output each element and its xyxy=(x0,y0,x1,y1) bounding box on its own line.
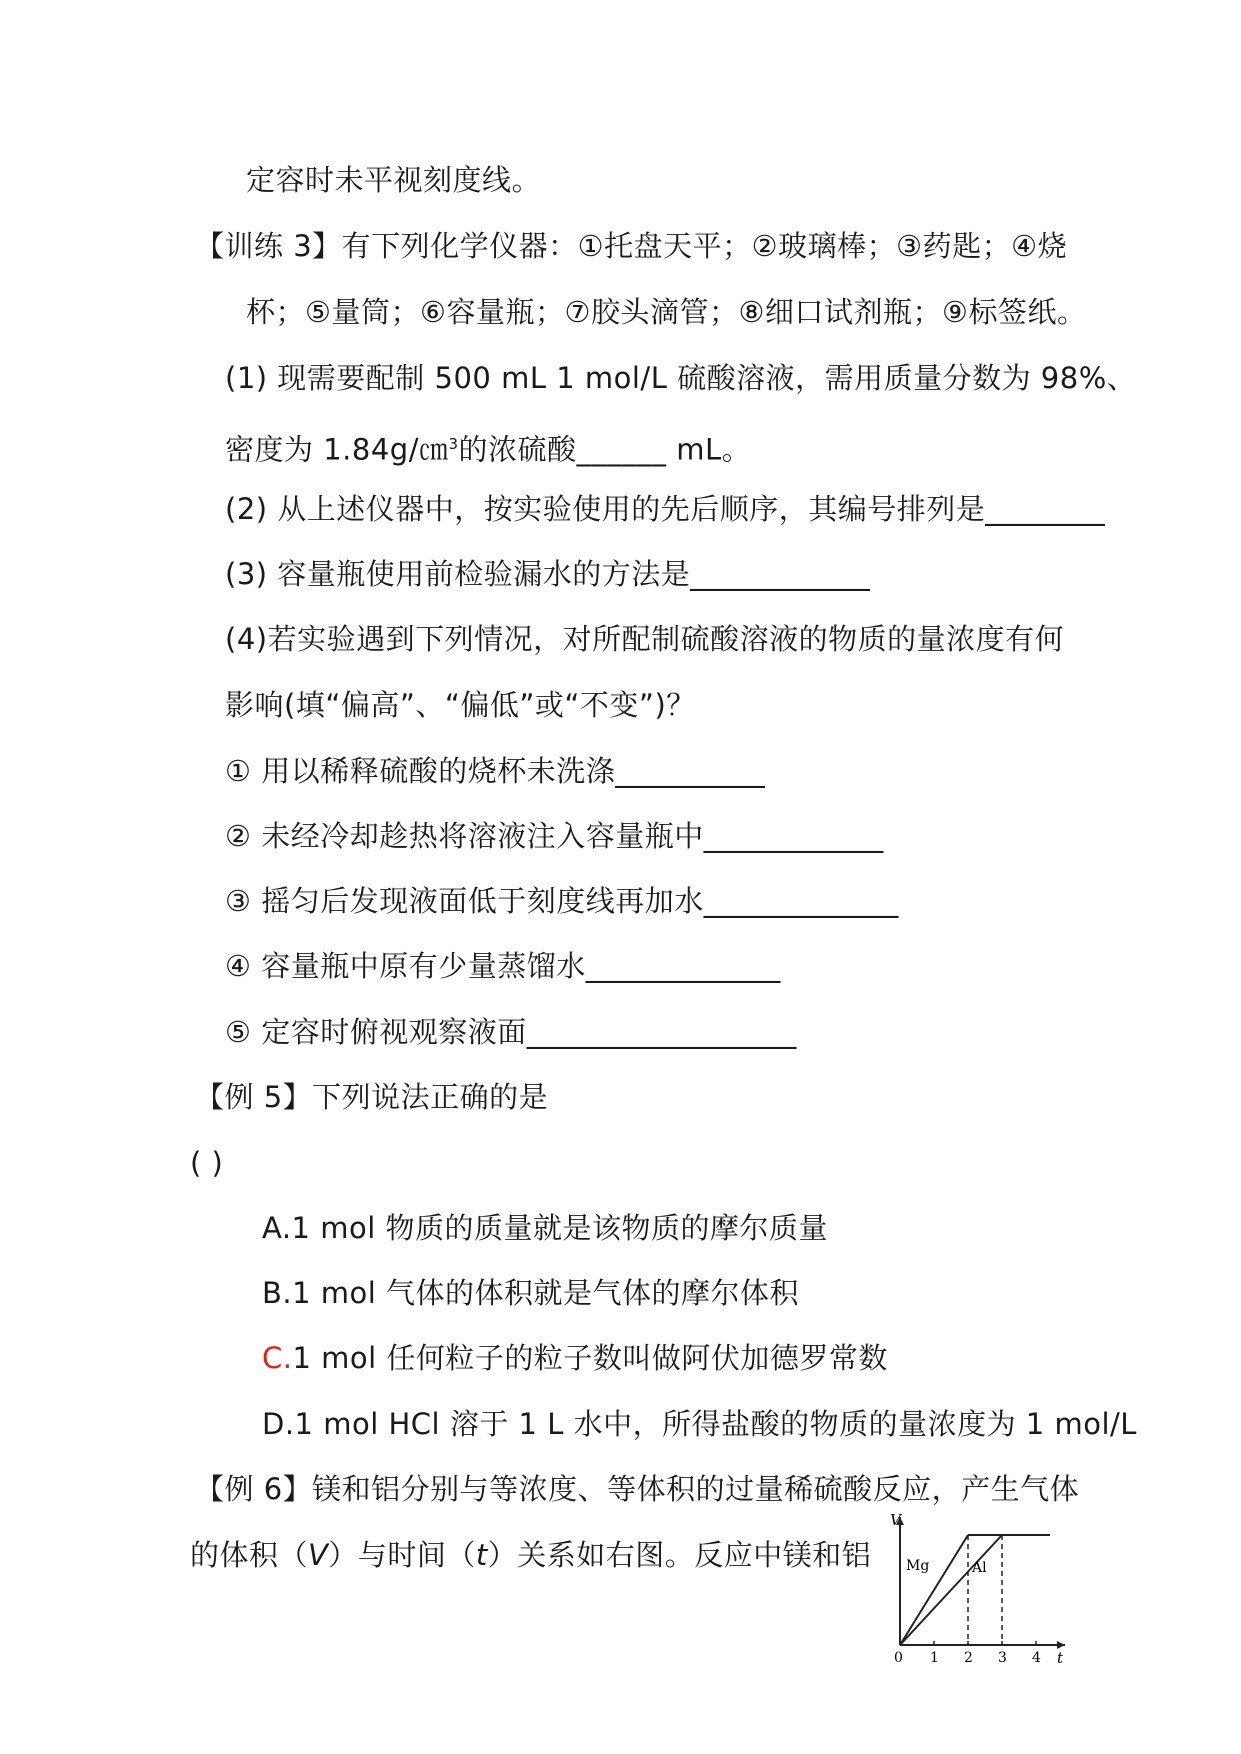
tick-label-1: 1 xyxy=(930,1650,939,1665)
question-4-line-2: 影响(填“偏高”、“偏低”或“不变”)？ xyxy=(225,688,696,722)
option-d: D.1 mol HCl 溶于 1 L 水中，所得盐酸的物质的量浓度为 1 mol/L xyxy=(262,1407,1137,1441)
superscript-3: 3 xyxy=(448,435,459,453)
option-b: B.1 mol 气体的体积就是气体的摩尔体积 xyxy=(262,1276,800,1310)
question-4-line-1: (4)若实验遇到下列情况，对所配制硫酸溶液的物质的量浓度有何 xyxy=(225,622,1065,656)
option-c xyxy=(262,1338,888,1378)
example-6-text-a: 的体积（ xyxy=(190,1538,309,1572)
example-6-text-c: ）关系如右图。反应中镁和铝 xyxy=(487,1538,872,1572)
tick-label-4: 4 xyxy=(1032,1650,1041,1665)
variable-v: V xyxy=(308,1538,329,1572)
tick-label-2: 2 xyxy=(964,1650,973,1665)
example-6-line-1: 【例 6】镁和铝分别与等浓度、等体积的过量稀硫酸反应，产生气体 xyxy=(195,1472,1080,1506)
option-a: A.1 mol 物质的质量就是该物质的摩尔质量 xyxy=(262,1211,828,1245)
answer-parentheses: ( ) xyxy=(190,1146,224,1180)
exercise-3-instruments: 杯；⑤量筒；⑥容量瓶；⑦胶头滴管；⑧细口试剂瓶；⑨标签纸。 xyxy=(246,295,1087,329)
sub-item-3: ③ 摇匀后发现液面低于刻度线再加水_____________ xyxy=(225,884,899,918)
question-1-text: 密度为 1.84g/㎝ xyxy=(225,432,449,467)
tick-label-3: 3 xyxy=(998,1650,1007,1665)
al-line xyxy=(900,1535,1002,1645)
sub-item-5: ⑤ 定容时俯视观察液面__________________ xyxy=(225,1015,797,1049)
sub-item-2: ② 未经冷却趁热将溶液注入容量瓶中____________ xyxy=(225,819,884,853)
x-axis-arrow-icon xyxy=(1057,1641,1065,1649)
variable-t: t xyxy=(475,1538,488,1572)
exercise-3-title: 【训练 3】有下列化学仪器：①托盘天平；②玻璃棒；③药匙；④烧 xyxy=(195,229,1068,263)
question-1-blank-text: 的浓硫酸______ mL。 xyxy=(458,432,752,467)
x-axis-label: t xyxy=(1057,1649,1064,1665)
example-6-line-2 xyxy=(190,1535,871,1575)
sub-item-1: ① 用以稀释硫酸的烧杯未洗涤__________ xyxy=(225,754,766,788)
option-c-letter: C. xyxy=(262,1341,293,1375)
sub-item-4: ④ 容量瓶中原有少量蒸馏水_____________ xyxy=(225,949,781,983)
example-6-text-b: ）与时间（ xyxy=(328,1538,476,1572)
mg-label: Mg xyxy=(906,1558,930,1574)
al-label: Al xyxy=(972,1560,987,1576)
question-1-line-1: (1) 现需要配制 500 mL 1 mol/L 硫酸溶液，需用质量分数为 98%、 xyxy=(225,361,1137,395)
question-3: (3) 容量瓶使用前检验漏水的方法是____________ xyxy=(225,557,871,591)
option-c-text: 1 mol 任何粒子的粒子数叫做阿伏加德罗常数 xyxy=(292,1341,888,1375)
volume-time-graph xyxy=(870,1505,1070,1665)
question-1-line-2 xyxy=(225,424,751,470)
origin-label: 0 xyxy=(894,1650,903,1665)
question-2: (2) 从上述仪器中，按实验使用的先后顺序，其编号排列是________ xyxy=(225,492,1106,526)
text-line: 定容时未平视刻度线。 xyxy=(246,163,542,197)
example-5-title: 【例 5】下列说法正确的是 xyxy=(195,1080,549,1114)
mg-line xyxy=(900,1535,968,1645)
y-axis-label: V xyxy=(890,1511,901,1529)
